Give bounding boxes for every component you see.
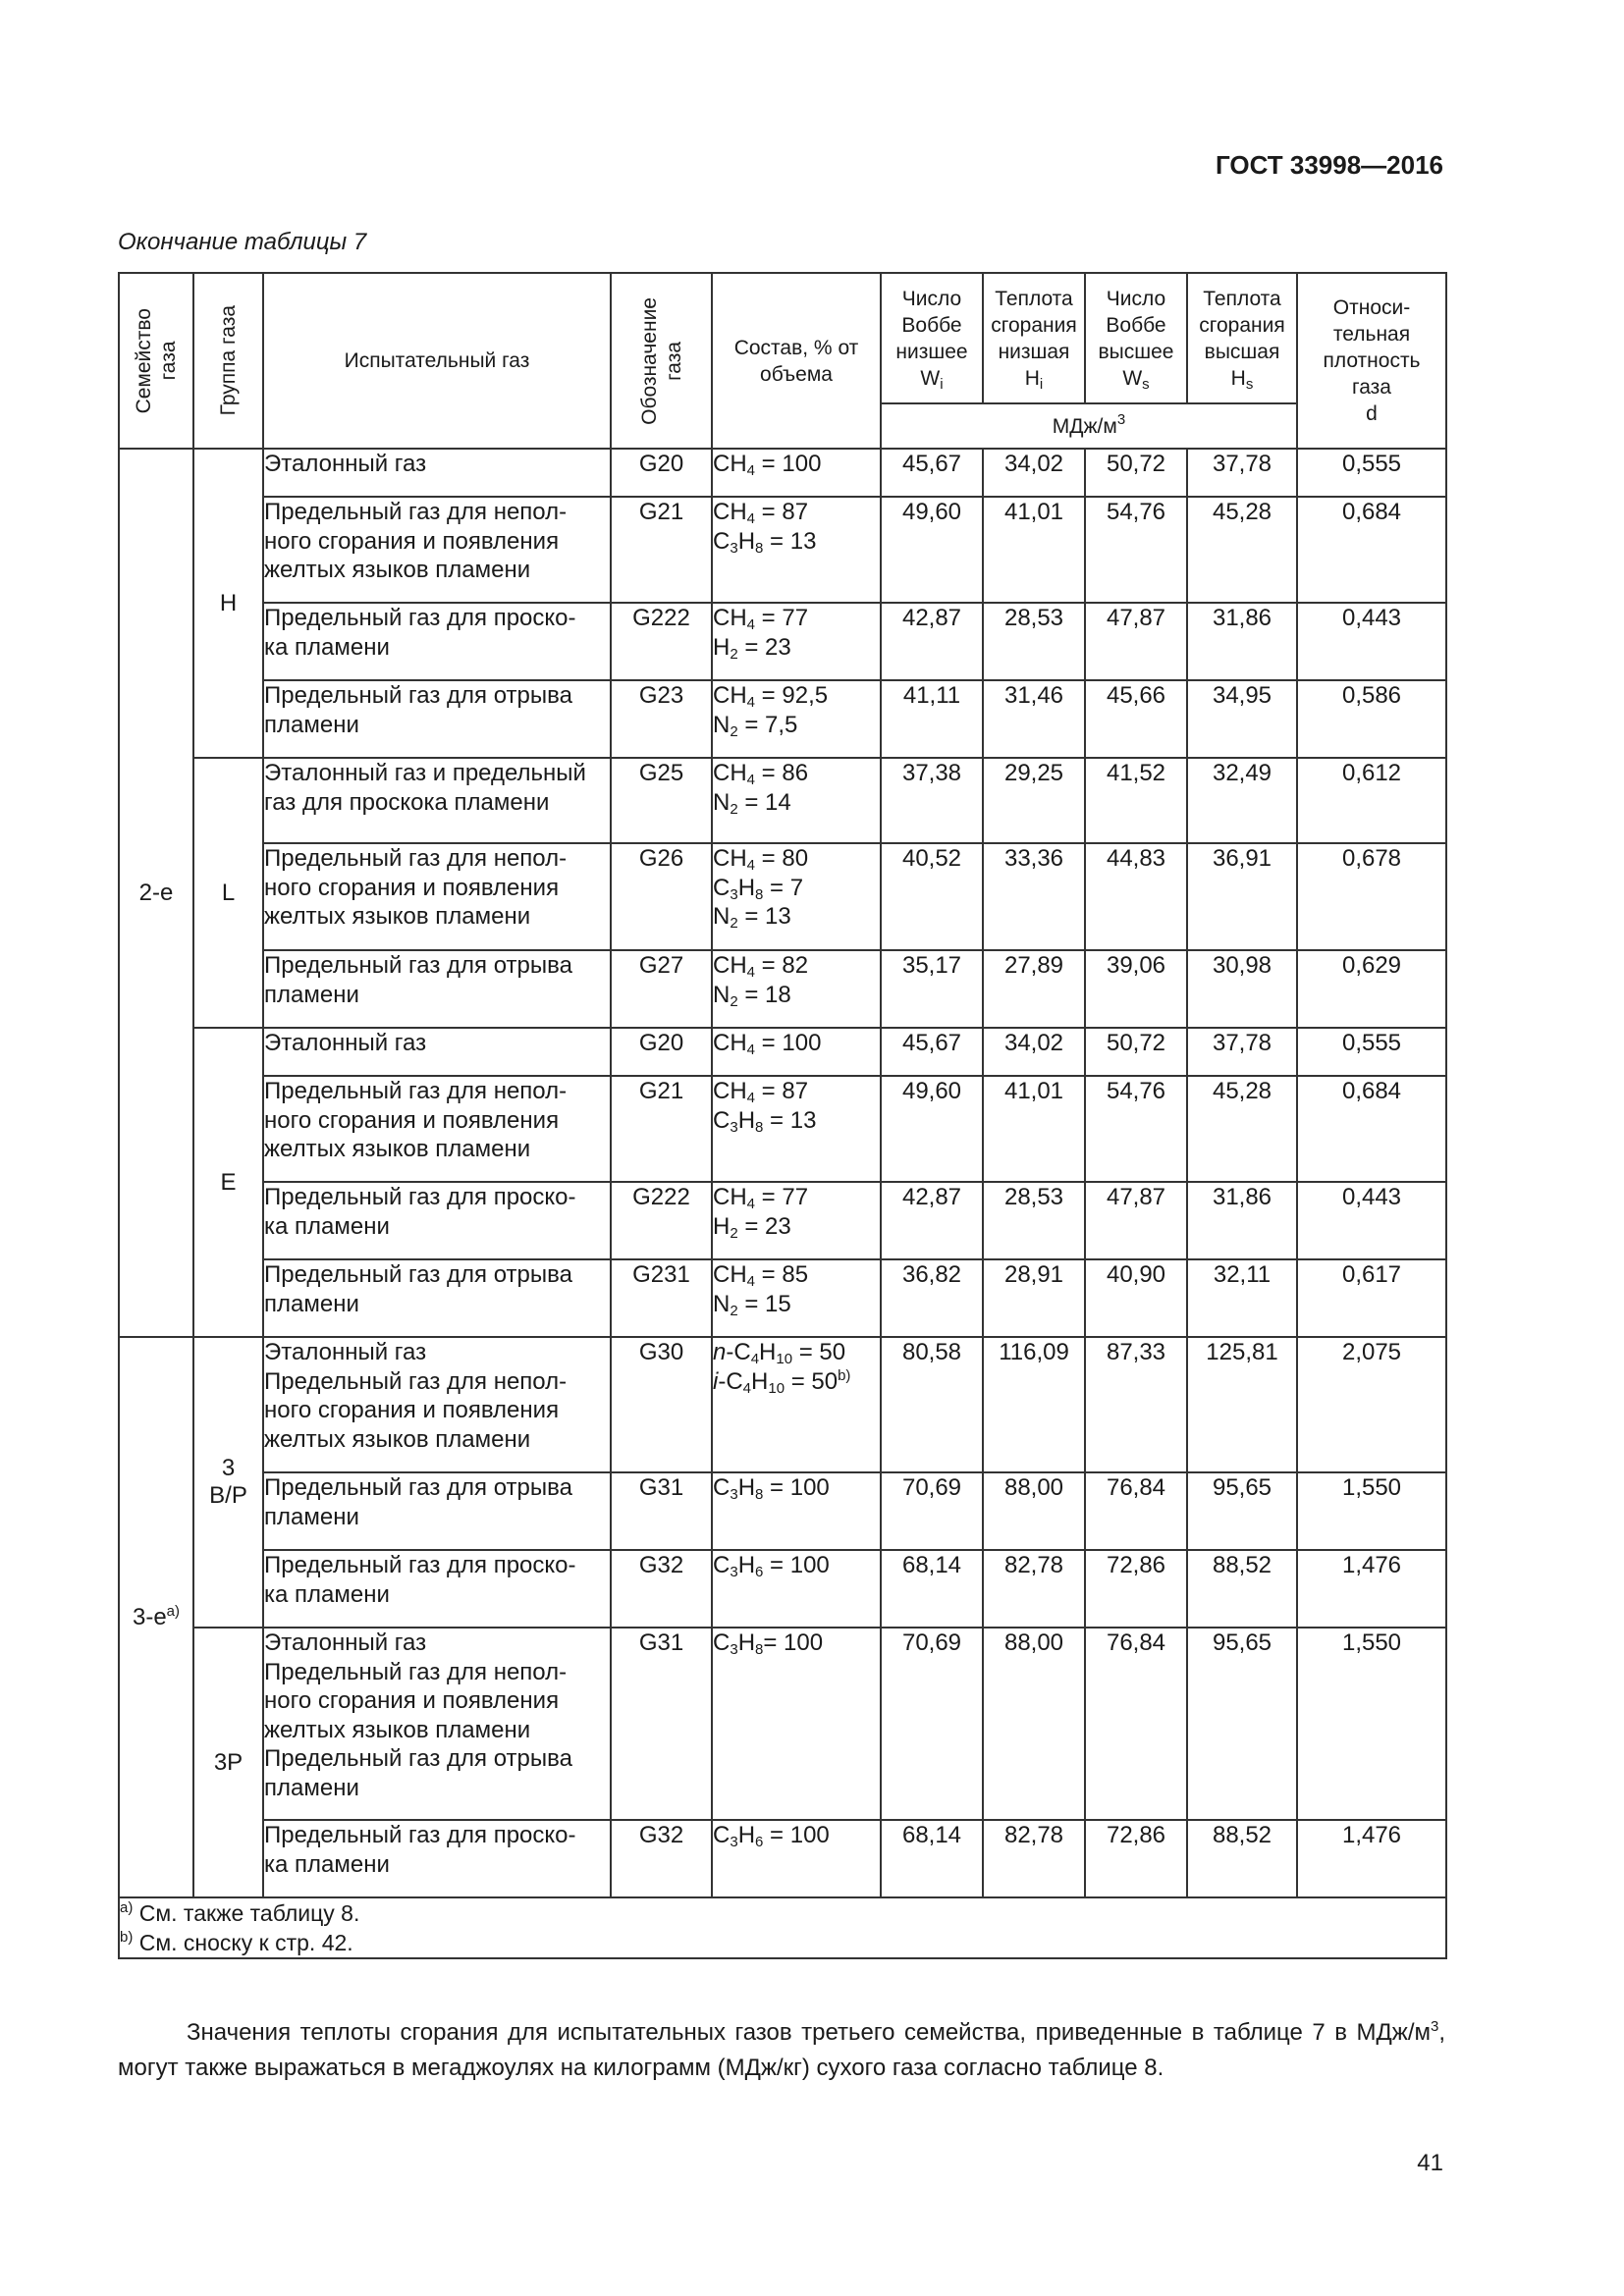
value-wi: 45,67 xyxy=(881,449,983,497)
value-hi: 82,78 xyxy=(983,1820,1085,1897)
value-d: 0,443 xyxy=(1297,603,1446,680)
gas-composition: $CH_4 = 87$ $C_3H_8 = 13$ xyxy=(712,497,881,603)
table-row xyxy=(119,843,1446,950)
value-ws: 50,72 xyxy=(1085,1028,1187,1076)
value-hs: 45,28 xyxy=(1187,1076,1297,1182)
value-ws: 76,84 xyxy=(1085,1472,1187,1550)
value-d: 0,443 xyxy=(1297,1182,1446,1259)
value-hi: 28,53 xyxy=(983,603,1085,680)
value-d: 1,476 xyxy=(1297,1820,1446,1897)
value-hi: 88,00 xyxy=(983,1472,1085,1550)
gas-composition: $CH_4 = 92,5$ $N_2 = 7,5$ xyxy=(712,680,881,758)
standard-designation: ГОСТ 33998—2016 xyxy=(1216,150,1443,180)
gas-composition: $CH_4 = 77$ $H_2 = 23$ xyxy=(712,1182,881,1259)
test-gas-name: Предельный газ для непол- ного сгорания и появления желтых языков пламени xyxy=(263,497,611,603)
value-d: 0,684 xyxy=(1297,1076,1446,1182)
value-wi: 49,60 xyxy=(881,497,983,603)
table-row xyxy=(119,497,1446,603)
value-hs: 32,11 xyxy=(1187,1259,1297,1337)
gas-designation: G20 xyxy=(611,449,712,497)
table-row xyxy=(119,1337,1446,1472)
table-row xyxy=(119,1182,1446,1259)
value-hs: 88,52 xyxy=(1187,1820,1297,1897)
group-cell: L xyxy=(193,758,263,1028)
gas-composition: $CH_4 = 100$ xyxy=(712,449,881,497)
value-hs: 95,65 xyxy=(1187,1628,1297,1820)
value-d: 0,629 xyxy=(1297,950,1446,1028)
table-row xyxy=(119,1550,1446,1628)
value-ws: 54,76 xyxy=(1085,497,1187,603)
header-designation: Обозначение газа xyxy=(611,273,712,449)
table-caption: Окончание таблицы 7 xyxy=(118,229,367,255)
test-gas-name: Предельный газ для непол- ного сгорания и появления желтых языков пламени xyxy=(263,843,611,950)
value-wi: 49,60 xyxy=(881,1076,983,1182)
group-cell: 3 B/P xyxy=(193,1337,263,1628)
value-d: 0,555 xyxy=(1297,1028,1446,1076)
value-d: 0,555 xyxy=(1297,449,1446,497)
gas-designation: G31 xyxy=(611,1628,712,1820)
value-d: 1,550 xyxy=(1297,1472,1446,1550)
value-d: 0,678 xyxy=(1297,843,1446,950)
table-row xyxy=(119,1259,1446,1337)
value-hi: 34,02 xyxy=(983,449,1085,497)
value-hs: 37,78 xyxy=(1187,449,1297,497)
body-paragraph: Значения теплоты сгорания для испытательных газов третьего семейства, приведенные в таблице 7 в МДж/$м^3$, могут также выражаться в мегаджоулях на килограмм (МДж/кг) сухого газа согласно таблице 8. xyxy=(118,2018,1445,2081)
gas-designation: G30 xyxy=(611,1337,712,1472)
value-ws: 40,90 xyxy=(1085,1259,1187,1337)
value-hs: 95,65 xyxy=(1187,1472,1297,1550)
gas-composition: $C_3H_6 = 100$ xyxy=(712,1550,881,1628)
test-gas-name: Предельный газ для отрыва пламени xyxy=(263,1472,611,1550)
value-ws: 39,06 xyxy=(1085,950,1187,1028)
gas-designation: G32 xyxy=(611,1820,712,1897)
test-gas-name: Эталонный газ и предельный газ для проскока пламени xyxy=(263,758,611,843)
page-number: 41 xyxy=(1417,2150,1443,2176)
table-row xyxy=(119,950,1446,1028)
value-d: 0,684 xyxy=(1297,497,1446,603)
header-group: Группа газа xyxy=(193,273,263,449)
value-hs: 37,78 xyxy=(1187,1028,1297,1076)
table-row xyxy=(119,1628,1446,1820)
value-hs: 45,28 xyxy=(1187,497,1297,603)
value-wi: 41,11 xyxy=(881,680,983,758)
gas-designation: G23 xyxy=(611,680,712,758)
value-wi: 68,14 xyxy=(881,1820,983,1897)
gas-composition: $CH_4 = 77$ $H_2 = 23$ xyxy=(712,603,881,680)
gas-composition: $CH_4 = 87$ $C_3H_8 = 13$ xyxy=(712,1076,881,1182)
test-gas-name: Предельный газ для непол- ного сгорания и появления желтых языков пламени xyxy=(263,1076,611,1182)
value-ws: 54,76 xyxy=(1085,1076,1187,1182)
gas-composition: $CH_4 = 80$ $C_3H_8 = 7$ $N_2 = 13$ xyxy=(712,843,881,950)
gas-composition: $n-C_4H_{10} = 50$ $i-C_4H_{10} = 50^{b)}$ xyxy=(712,1337,881,1472)
gas-designation: G31 xyxy=(611,1472,712,1550)
value-hi: 28,91 xyxy=(983,1259,1085,1337)
value-ws: 87,33 xyxy=(1085,1337,1187,1472)
test-gas-name: Эталонный газ Предельный газ для непол- ного сгорания и появления желтых языков пламени xyxy=(263,1337,611,1472)
gas-designation: G21 xyxy=(611,1076,712,1182)
gas-table xyxy=(118,272,1447,1959)
header-density: Относи-тельная плотность газа d xyxy=(1297,273,1446,449)
test-gas-name: Эталонный газ Предельный газ для непол- ного сгорания и появления желтых языков пламени Предельный газ для отрыва пламени xyxy=(263,1628,611,1820)
value-hi: 27,89 xyxy=(983,950,1085,1028)
table-row xyxy=(119,758,1446,843)
value-d: 0,612 xyxy=(1297,758,1446,843)
value-hi: 28,53 xyxy=(983,1182,1085,1259)
header-heat-lower: Теплота сгорания низшая $H_i$ xyxy=(983,273,1085,403)
value-wi: 42,87 xyxy=(881,603,983,680)
value-wi: 35,17 xyxy=(881,950,983,1028)
table-row xyxy=(119,1076,1446,1182)
family-cell: 2-е xyxy=(119,449,193,1337)
gas-composition: $C_3H_8= 100$ xyxy=(712,1628,881,1820)
test-gas-name: Эталонный газ xyxy=(263,449,611,497)
gas-designation: G26 xyxy=(611,843,712,950)
footnotes xyxy=(119,1897,1446,1958)
value-hs: 34,95 xyxy=(1187,680,1297,758)
table-row xyxy=(119,449,1446,497)
value-ws: 45,66 xyxy=(1085,680,1187,758)
value-ws: 47,87 xyxy=(1085,1182,1187,1259)
value-wi: 45,67 xyxy=(881,1028,983,1076)
value-wi: 36,82 xyxy=(881,1259,983,1337)
value-hs: 31,86 xyxy=(1187,603,1297,680)
value-ws: 44,83 xyxy=(1085,843,1187,950)
value-hi: 29,25 xyxy=(983,758,1085,843)
value-wi: 40,52 xyxy=(881,843,983,950)
value-ws: 72,86 xyxy=(1085,1550,1187,1628)
test-gas-name: Предельный газ для отрыва пламени xyxy=(263,1259,611,1337)
value-hs: 31,86 xyxy=(1187,1182,1297,1259)
table-row xyxy=(119,1820,1446,1897)
test-gas-name: Предельный газ для проско- ка пламени xyxy=(263,1820,611,1897)
gas-designation: G20 xyxy=(611,1028,712,1076)
gas-composition: $C_3H_8 = 100$ xyxy=(712,1472,881,1550)
value-hi: 33,36 xyxy=(983,843,1085,950)
gas-designation: G21 xyxy=(611,497,712,603)
test-gas-name: Предельный газ для проско- ка пламени xyxy=(263,1182,611,1259)
test-gas-name: Предельный газ для отрыва пламени xyxy=(263,950,611,1028)
test-gas-name: Предельный газ для проско- ка пламени xyxy=(263,1550,611,1628)
value-wi: 70,69 xyxy=(881,1628,983,1820)
value-hi: 82,78 xyxy=(983,1550,1085,1628)
header-composition: Состав, % от объема xyxy=(712,273,881,449)
header-unit: МДж/$м^3$ xyxy=(881,403,1297,449)
value-hs: 30,98 xyxy=(1187,950,1297,1028)
value-hi: 34,02 xyxy=(983,1028,1085,1076)
header-wobbe-upper: Число Воббе высшее $W_s$ xyxy=(1085,273,1187,403)
value-wi: 70,69 xyxy=(881,1472,983,1550)
value-ws: 47,87 xyxy=(1085,603,1187,680)
test-gas-name: Эталонный газ xyxy=(263,1028,611,1076)
table-row xyxy=(119,603,1446,680)
gas-composition: $CH_4 = 100$ xyxy=(712,1028,881,1076)
value-ws: 72,86 xyxy=(1085,1820,1187,1897)
header-wobbe-lower: Число Воббе низшее $W_i$ xyxy=(881,273,983,403)
gas-designation: G222 xyxy=(611,1182,712,1259)
test-gas-name: Предельный газ для проско- ка пламени xyxy=(263,603,611,680)
group-cell: H xyxy=(193,449,263,758)
value-d: 2,075 xyxy=(1297,1337,1446,1472)
value-ws: 76,84 xyxy=(1085,1628,1187,1820)
header-family: Семейство газа xyxy=(119,273,193,449)
gas-designation: G27 xyxy=(611,950,712,1028)
table-row xyxy=(119,680,1446,758)
gas-designation: G231 xyxy=(611,1259,712,1337)
gas-composition: $CH_4 = 86$ $N_2 = 14$ xyxy=(712,758,881,843)
gas-composition: $CH_4 = 82$ $N_2 = 18$ xyxy=(712,950,881,1028)
header-heat-upper: Теплота сгорания высшая $H_s$ xyxy=(1187,273,1297,403)
value-hi: 116,09 xyxy=(983,1337,1085,1472)
gas-composition: $C_3H_6 = 100$ xyxy=(712,1820,881,1897)
value-wi: 42,87 xyxy=(881,1182,983,1259)
table-row xyxy=(119,1472,1446,1550)
group-cell: E xyxy=(193,1028,263,1337)
gas-designation: G25 xyxy=(611,758,712,843)
group-cell: 3P xyxy=(193,1628,263,1897)
gas-designation: G32 xyxy=(611,1550,712,1628)
value-d: 1,550 xyxy=(1297,1628,1446,1820)
test-gas-name: Предельный газ для отрыва пламени xyxy=(263,680,611,758)
gas-composition: $CH_4 = 85$ $N_2 = 15$ xyxy=(712,1259,881,1337)
value-hi: 41,01 xyxy=(983,497,1085,603)
value-wi: 37,38 xyxy=(881,758,983,843)
value-hs: 125,81 xyxy=(1187,1337,1297,1472)
footnote-a: $^{а)}$ См. также таблицу 8. xyxy=(120,1899,360,1926)
value-ws: 50,72 xyxy=(1085,449,1187,497)
table-row xyxy=(119,1028,1446,1076)
value-d: 0,586 xyxy=(1297,680,1446,758)
value-d: 1,476 xyxy=(1297,1550,1446,1628)
header-test-gas: Испытательный газ xyxy=(263,273,611,449)
value-wi: 80,58 xyxy=(881,1337,983,1472)
family-cell: $3-е^{а)}$ xyxy=(119,1337,193,1897)
value-ws: 41,52 xyxy=(1085,758,1187,843)
footnote-b: $^{b)}$ См. сноску к стр. 42. xyxy=(120,1929,353,1955)
value-hs: 36,91 xyxy=(1187,843,1297,950)
value-hs: 88,52 xyxy=(1187,1550,1297,1628)
value-wi: 68,14 xyxy=(881,1550,983,1628)
value-hi: 31,46 xyxy=(983,680,1085,758)
value-hs: 32,49 xyxy=(1187,758,1297,843)
value-hi: 88,00 xyxy=(983,1628,1085,1820)
value-d: 0,617 xyxy=(1297,1259,1446,1337)
value-hi: 41,01 xyxy=(983,1076,1085,1182)
gas-designation: G222 xyxy=(611,603,712,680)
